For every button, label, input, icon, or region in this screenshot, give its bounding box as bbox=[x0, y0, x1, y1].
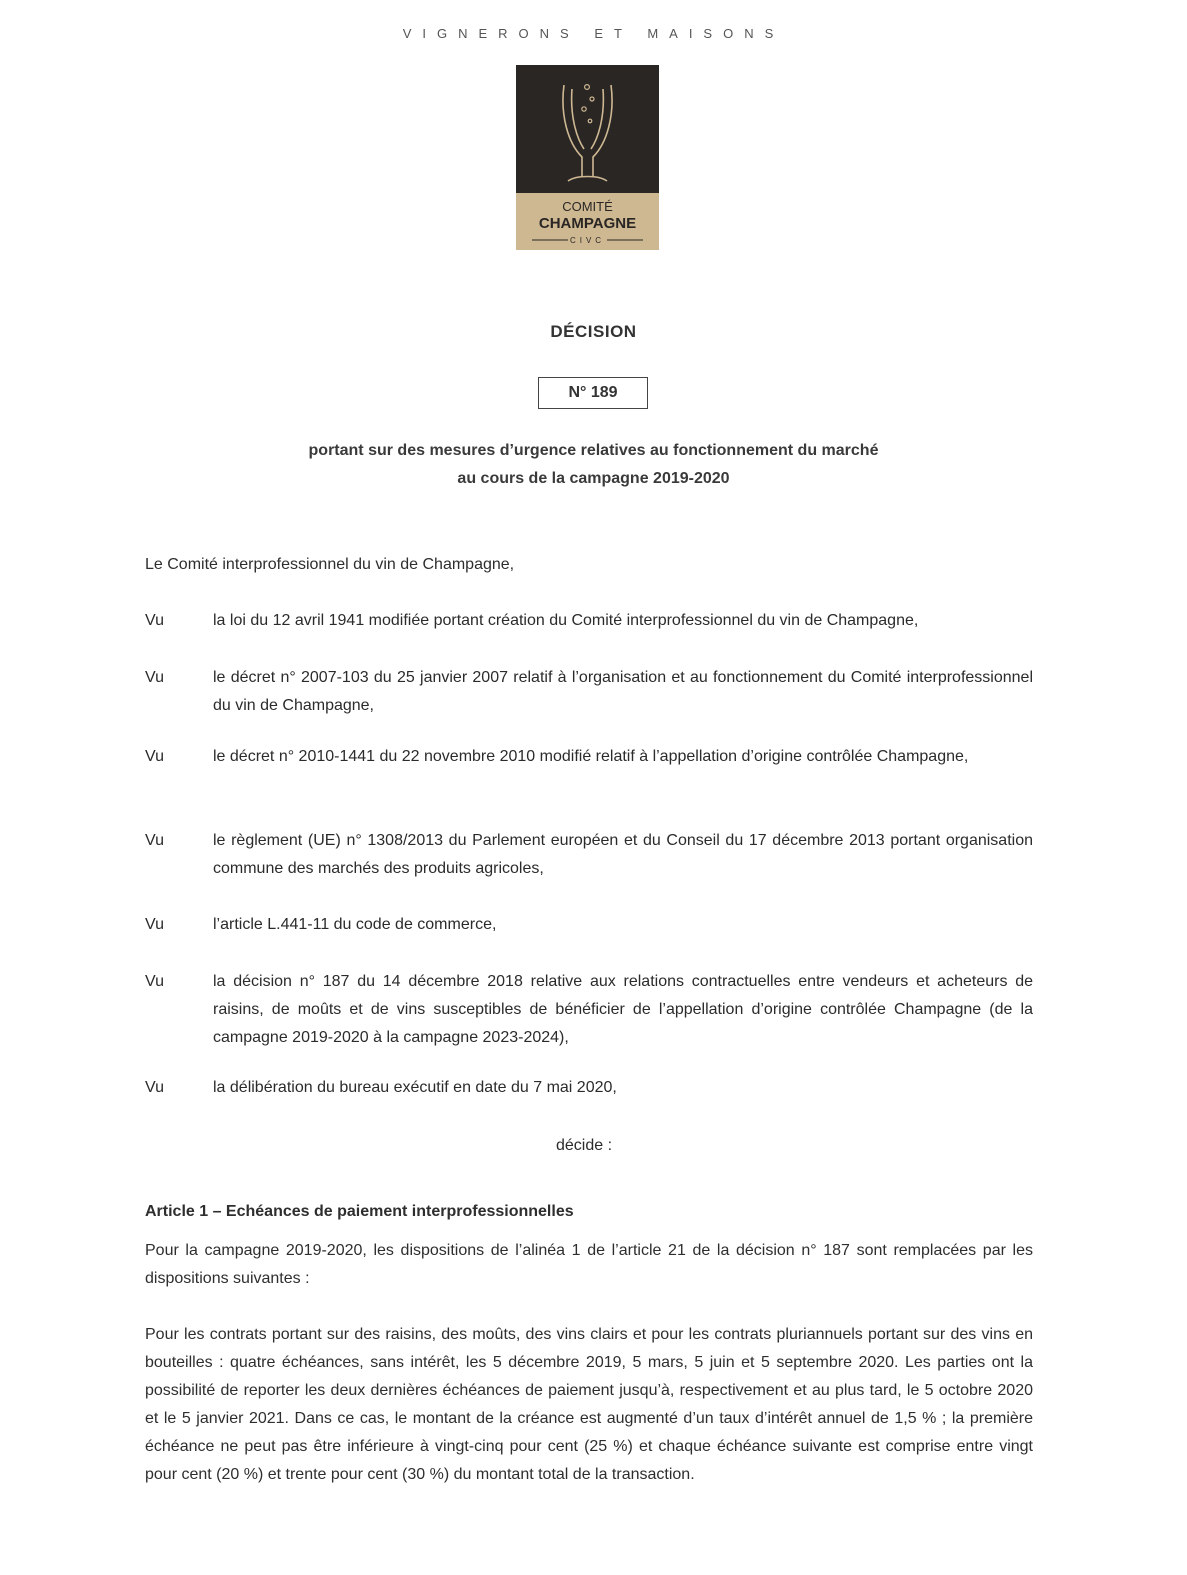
decide-label: décide : bbox=[556, 1137, 613, 1154]
decision-subtitle-line1: portant sur des mesures d’urgence relatives au fonctionnement du marché bbox=[308, 442, 879, 459]
svg-text:CIVC: CIVC bbox=[569, 236, 606, 245]
svg-text:CHAMPAGNE: CHAMPAGNE bbox=[538, 215, 637, 232]
consideration-text: la décision n° 187 du 14 décembre 2018 relative aux relations contractuelles entre vendeurs et acheteurs de raisins, de moûts et de vins susceptibles de bénéficier de l’appellation d’origine contrôlée Champagne (de la campagne 2019-2020 à la campagne 2023-2024), bbox=[213, 973, 1033, 1046]
article-paragraph: Pour les contrats portant sur des raisins, des moûts, des vins clairs et pour les contrats pluriannuels portant sur des vins en bouteilles : quatre échéances, sans intérêt, les 5 décembre 2019, 5 mars, 5 juin et 5 septembre 2020. Les parties ont la possibilité de reporter les deux dernières échéances de paiement jusqu’à, respectivement et au plus tard, le 5 octobre 2020 et le 5 janvier 2021. Dans ce cas, le montant de la créance est augmenté d’un taux d’intérêt annuel de 1,5 % ; la première échéance ne peut pas être inférieure à vingt-cinq pour cent (25 %) et chaque échéance suivante est comprise entre vingt pour cent (20 %) et trente pour cent (30 %) du montant total de la transaction. bbox=[145, 1326, 1033, 1483]
logo-band bbox=[516, 193, 659, 250]
comite-champagne-logo bbox=[516, 65, 659, 250]
consideration-text: la délibération du bureau exécutif en date du 7 mai 2020, bbox=[213, 1079, 617, 1096]
consideration-text: le règlement (UE) n° 1308/2013 du Parlement européen et du Conseil du 17 décembre 2013 portant organisation commune des marchés des produits agricoles, bbox=[213, 832, 1033, 877]
header-tagline: VIGNERONS ET MAISONS bbox=[402, 26, 785, 41]
preamble: Le Comité interprofessionnel du vin de Champagne, bbox=[145, 556, 515, 573]
consideration-text: le décret n° 2007-103 du 25 janvier 2007 relatif à l’organisation et au fonctionnement du Comité interprofessionnel du vin de Champagne, bbox=[213, 669, 1033, 714]
article-title: Article 1 – Echéances de paiement interprofessionnelles bbox=[145, 1203, 574, 1220]
consideration-text: l’article L.441-11 du code de commerce, bbox=[213, 916, 497, 933]
consideration-text: le décret n° 2010-1441 du 22 novembre 2010 modifié relatif à l’appellation d’origine contrôlée Champagne, bbox=[213, 748, 969, 765]
consideration-label: Vu bbox=[145, 669, 164, 686]
logo-wordmark bbox=[516, 193, 659, 250]
consideration-label: Vu bbox=[145, 748, 164, 765]
champagne-glass-icon bbox=[516, 65, 659, 193]
article-paragraph: Pour la campagne 2019-2020, les dispositions de l’alinéa 1 de l’article 21 de la décision n° 187 sont remplacées par les dispositions suivantes : bbox=[145, 1242, 1033, 1287]
consideration-label: Vu bbox=[145, 916, 164, 933]
consideration-label: Vu bbox=[145, 612, 164, 629]
consideration-text: la loi du 12 avril 1941 modifiée portant création du Comité interprofessionnel du vin de Champagne, bbox=[213, 612, 919, 629]
decision-number: N° 189 bbox=[538, 377, 648, 409]
consideration-label: Vu bbox=[145, 973, 164, 990]
decision-subtitle-line2: au cours de la campagne 2019-2020 bbox=[457, 470, 730, 487]
decision-heading: DÉCISION bbox=[550, 322, 637, 341]
consideration-label: Vu bbox=[145, 1079, 164, 1096]
svg-text:COMITÉ: COMITÉ bbox=[562, 199, 613, 214]
consideration-label: Vu bbox=[145, 832, 164, 849]
